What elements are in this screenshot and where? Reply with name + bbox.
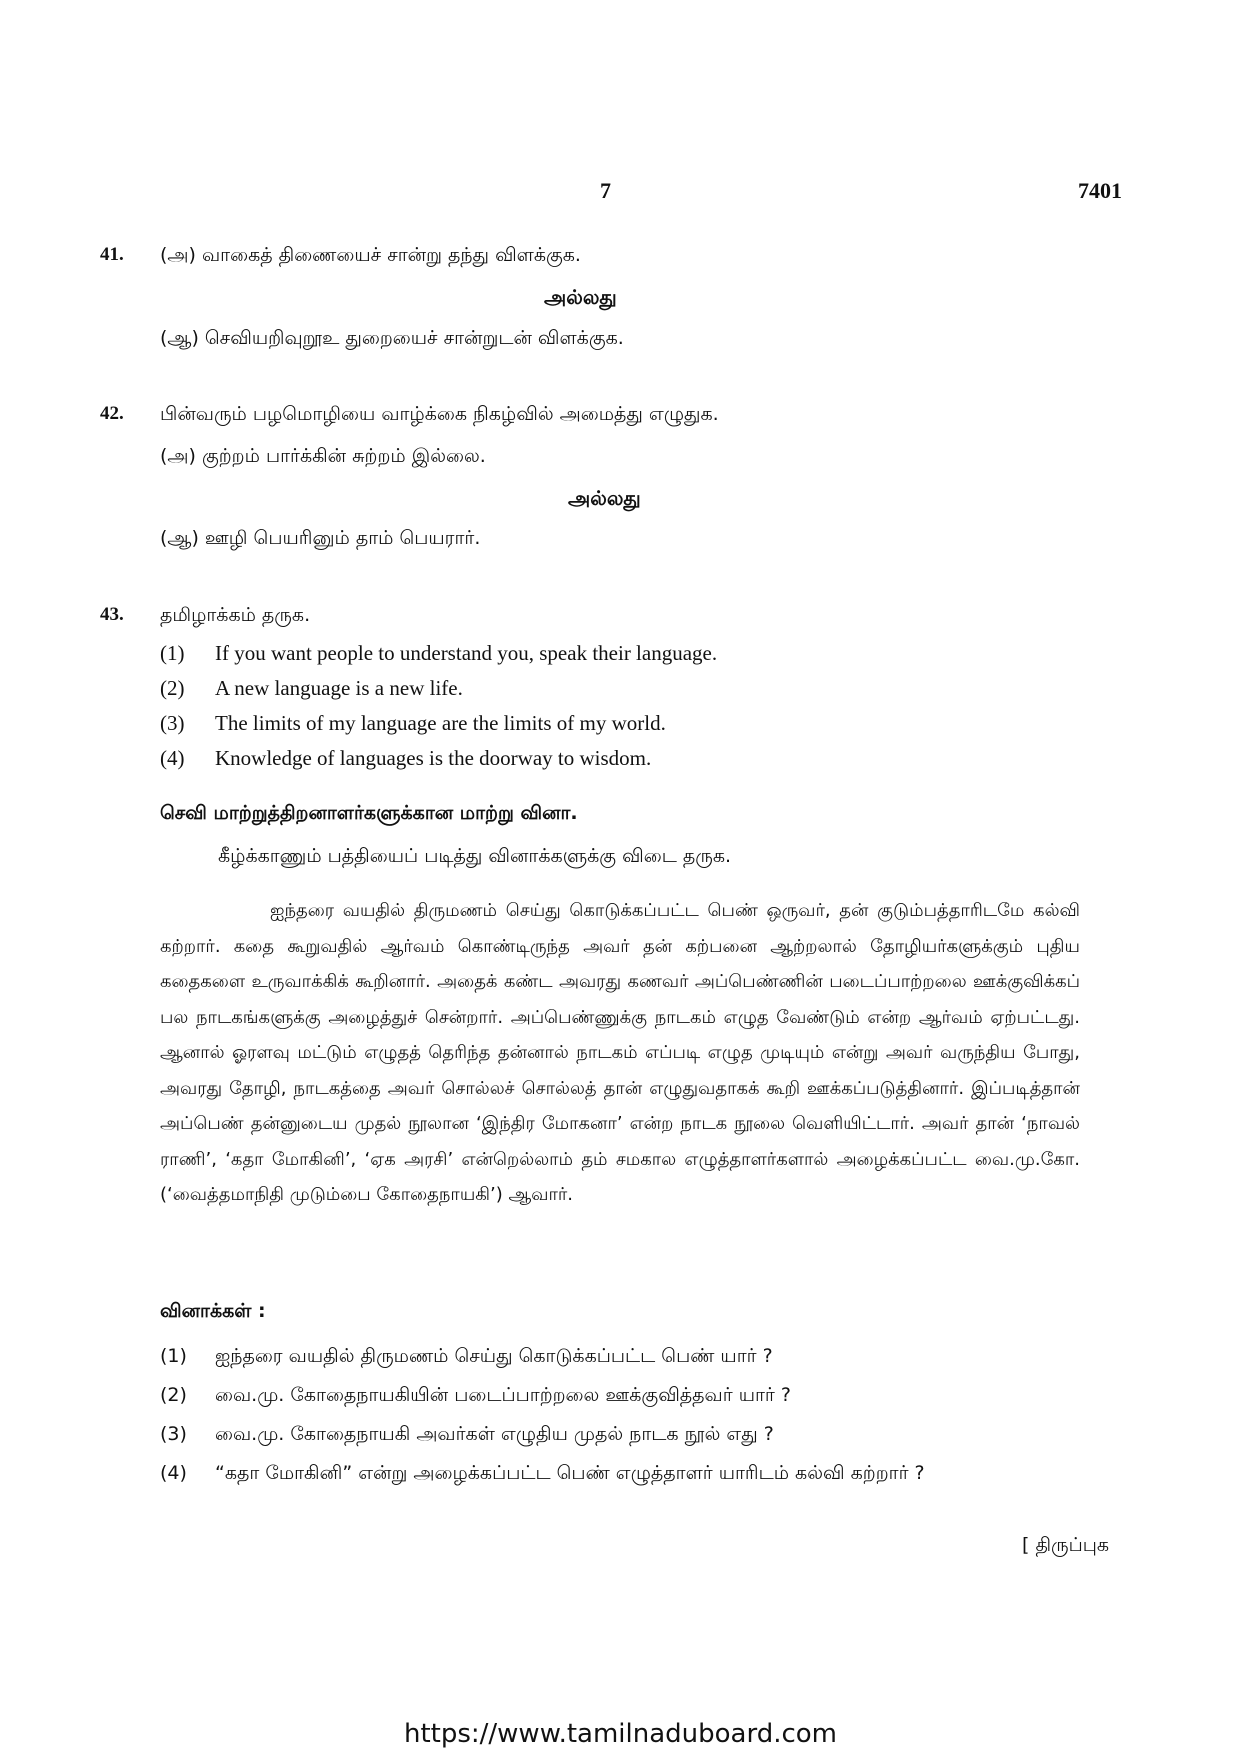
question-42-or: அல்லது — [568, 486, 641, 510]
comprehension-question-1-text: ஐந்தரை வயதில் திருமணம் செய்து கொடுக்கப்பட்ட பெண் யார் ? — [215, 1345, 773, 1367]
question-43-number: 43. — [100, 604, 124, 625]
turn-over-note: [ திருப்புக — [1022, 1534, 1110, 1556]
comprehension-question-2-number: (2) — [160, 1384, 187, 1406]
translation-item-2-text: A new language is a new life. — [215, 676, 463, 700]
translation-item-2-number: (2) — [160, 676, 185, 700]
question-41-or: அல்லது — [544, 285, 617, 309]
translation-item-3-number: (3) — [160, 711, 185, 735]
question-41-option-a: (அ) வாகைத் திணையைச் சான்று தந்து விளக்குக. — [160, 244, 581, 266]
question-41-option-b: (ஆ) செவியறிவுறூஉ துறையைச் சான்றுடன் விளக்குக. — [160, 327, 624, 349]
question-41-number: 41. — [100, 244, 124, 265]
footer-url: https://www.tamilnaduboard.com — [403, 1719, 838, 1749]
question-42-number: 42. — [100, 403, 124, 424]
paper-code: 7401 — [1078, 178, 1122, 203]
translation-item-3-text: The limits of my language are the limits of my world. — [215, 711, 666, 735]
section-heading: செவி மாற்றுத்திறனாளர்களுக்கான மாற்று வினா. — [160, 802, 578, 824]
comprehension-question-3-number: (3) — [160, 1423, 187, 1445]
question-42-option-b: (ஆ) ஊழி பெயரினும் தாம் பெயரார். — [160, 527, 481, 549]
comprehension-question-4-number: (4) — [160, 1462, 187, 1484]
reading-passage — [160, 893, 1080, 1213]
translation-item-1-text: If you want people to understand you, speak their language. — [215, 641, 718, 665]
question-43-intro: தமிழாக்கம் தருக. — [160, 604, 311, 626]
question-42-intro: பின்வரும் பழமொழியை வாழ்க்கை நிகழ்வில் அமைத்து எழுதுக. — [160, 403, 719, 425]
passage-instruction: கீழ்க்காணும் பத்தியைப் படித்து வினாக்களுக்கு விடை தருக. — [218, 845, 732, 867]
translation-item-1-number: (1) — [160, 641, 185, 665]
comprehension-question-1-number: (1) — [160, 1345, 187, 1367]
translation-item-4-text: Knowledge of languages is the doorway to wisdom. — [215, 746, 652, 770]
comprehension-question-3-text: வை.மு. கோதைநாயகி அவர்கள் எழுதிய முதல் நாடக நூல் எது ? — [215, 1423, 774, 1445]
translation-item-4-number: (4) — [160, 746, 185, 770]
page-number: 7 — [600, 178, 611, 203]
questions-label: வினாக்கள் : — [160, 1300, 266, 1322]
comprehension-question-4-text: “கதா மோகினி” என்று அழைக்கப்பட்ட பெண் எழுத்தாளர் யாரிடம் கல்வி கற்றார் ? — [215, 1462, 925, 1484]
question-42-option-a: (அ) குற்றம் பார்க்கின் சுற்றம் இல்லை. — [160, 445, 486, 467]
passage-text: ஐந்தரை வயதில் திருமணம் செய்து கொடுக்கப்பட்ட பெண் ஒருவர், தன் குடும்பத்தாரிடமே கல்வி கற்றார். கதை கூறுவதில் ஆர்வம் கொண்டிருந்த அவர் தன் கற்பனை ஆற்றலால் தோழியர்களுக்கும் புதிய கதைகளை உருவாக்கிக் கூறினார். அதைக் கண்ட அவரது கணவர் அப்பெண்ணின் படைப்பாற்றலை ஊக்குவிக்கப் பல நாடகங்களுக்கு அழைத்துச் சென்றார். அப்பெண்ணுக்கு நாடகம் எழுத வேண்டும் என்ற ஆர்வம் ஏற்பட்டது. ஆனால் ஓரளவு மட்டும் எழுதத் தெரிந்த தன்னால் நாடகம் எப்படி எழுத முடியும் என்று அவர் வருந்திய போது, அவரது தோழி, நாடகத்தை அவர் சொல்லச் சொல்லத் தான் எழுதுவதாகக் கூறி ஊக்கப்படுத்தினார். இப்படித்தான் அப்பெண் தன்னுடைய முதல் நூலான ‘இந்திர மோகனா’ என்ற நாடக நூலை வெளியிட்டார். அவர் தான் ‘நாவல் ராணி’, ‘கதா மோகினி’, ‘ஏக அரசி’ என்றெல்லாம் தம் சமகால எழுத்தாளர்களால் அழைக்கப்பட்ட வை.மு.கோ. (‘வைத்தமாநிதி முடும்பை கோதைநாயகி’) ஆவார். — [160, 900, 1080, 1205]
comprehension-question-2-text: வை.மு. கோதைநாயகியின் படைப்பாற்றலை ஊக்குவித்தவர் யார் ? — [215, 1384, 791, 1406]
